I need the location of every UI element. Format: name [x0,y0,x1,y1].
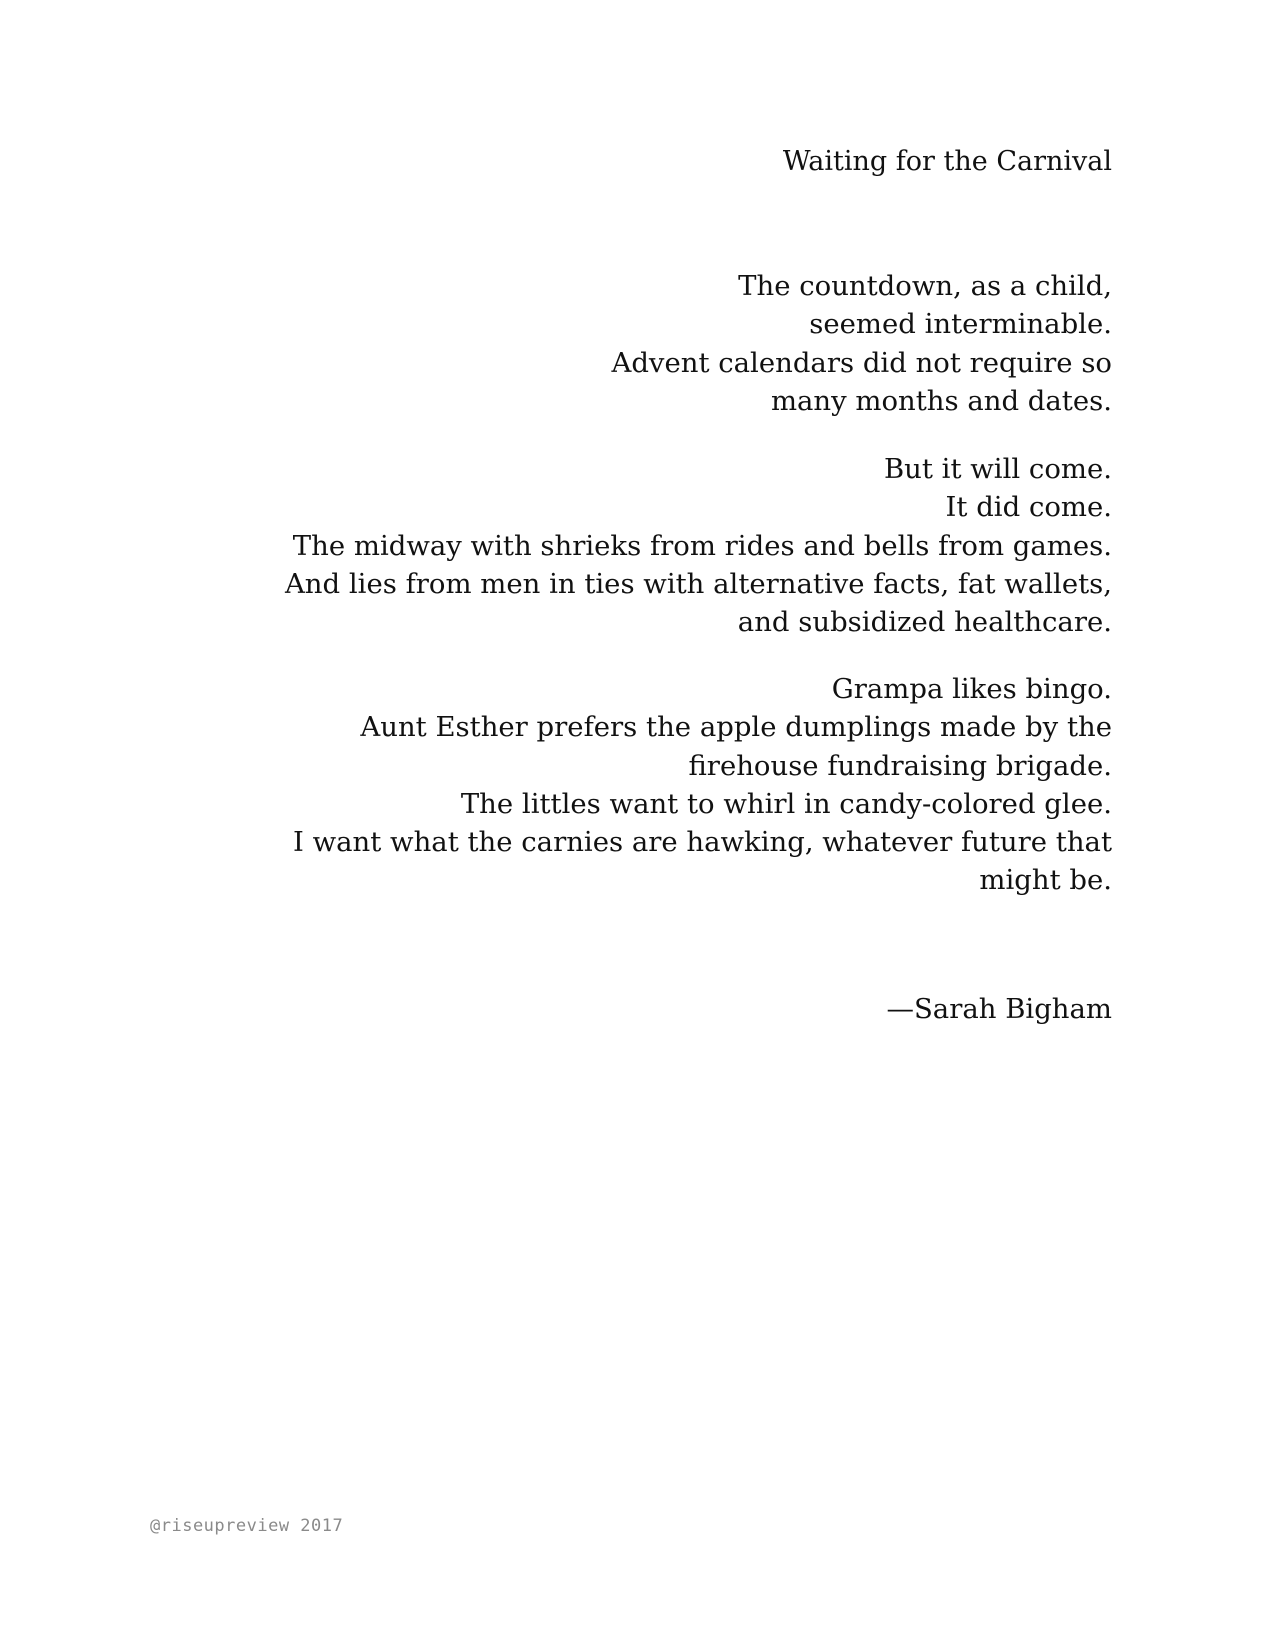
stanza-1 [611,267,1112,420]
poem [152,143,1112,1025]
poem-line: seemed interminable. [809,308,1112,341]
poem-line: many months and dates. [770,384,1112,417]
poem-line: The countdown, as a child, [738,270,1112,302]
author-signature: —Sarah Bigham [886,993,1112,1025]
poem-line: Grampa likes bingo. [831,673,1112,705]
poem-line: might be. [979,864,1112,897]
poem-line: And lies from men in ties with alternative facts, fat wallets, [284,567,1112,600]
footer-copyright: @riseupreview 2017 [150,1516,344,1536]
poem-line: I want what the carnies are hawking, whatever future that [293,826,1112,859]
stanza-3 [293,670,1112,900]
poem-line: The littles want to whirl in candy-colored glee. [460,787,1112,820]
poem-line: firehouse fundraising brigade. [688,749,1112,782]
poem-title: Waiting for the Carnival [782,146,1112,177]
poem-line: But it will come. [883,453,1112,485]
poem-line: Aunt Esther prefers the apple dumplings made by the [360,711,1112,744]
poem-line: The midway with shrieks from rides and bells from games. [292,529,1112,562]
poem-line: and subsidized healthcare. [737,606,1112,639]
poem-line: It did come. [945,491,1112,524]
poem-line: Advent calendars did not require so [611,346,1112,379]
stanza-2 [285,450,1112,641]
